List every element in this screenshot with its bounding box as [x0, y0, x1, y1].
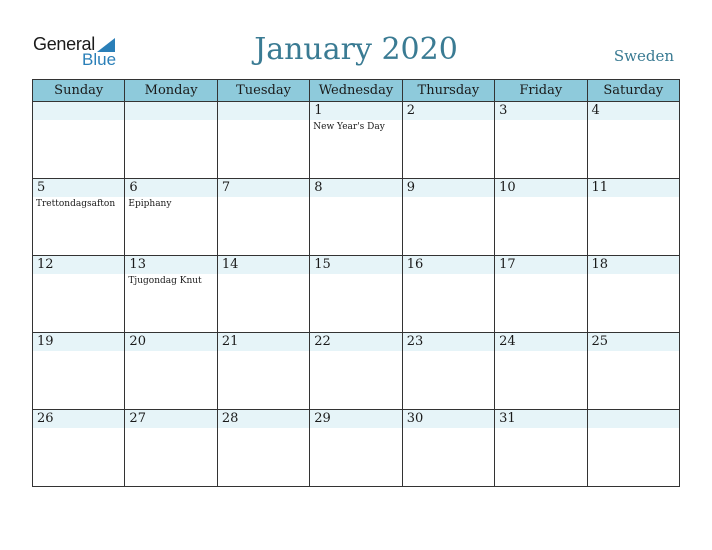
country-label: Sweden [613, 47, 674, 65]
day-cell [495, 256, 587, 333]
day-cell [217, 410, 309, 487]
calendar-grid [32, 79, 680, 487]
day-number: 17 [499, 257, 516, 272]
weekday-header: Sunday [33, 80, 125, 102]
holiday-label: Epiphany [128, 199, 172, 209]
weekday-header: Thursday [402, 80, 494, 102]
day-cell [587, 179, 679, 256]
day-number: 10 [499, 180, 516, 195]
day-cell [587, 410, 679, 487]
day-number: 14 [221, 257, 239, 272]
day-cell [310, 179, 402, 256]
day-number: 20 [129, 334, 146, 349]
weekday-header: Wednesday [310, 80, 402, 102]
day-cell [402, 333, 494, 410]
day-header-strip [588, 102, 679, 120]
day-cell [217, 256, 309, 333]
day-header-strip [403, 179, 494, 197]
day-header-strip [218, 102, 309, 120]
week-row [33, 410, 680, 487]
day-number: 9 [406, 180, 415, 195]
week-row [33, 256, 680, 333]
day-number: 18 [591, 257, 609, 272]
day-number: 6 [129, 180, 138, 195]
day-number: 27 [129, 411, 146, 426]
day-number: 30 [406, 411, 424, 426]
day-header-strip [33, 102, 124, 120]
day-number: 5 [37, 180, 46, 195]
day-cell [33, 333, 125, 410]
holiday-label: Tjugondag Knut [128, 276, 202, 286]
weekday-header-row [33, 80, 680, 102]
day-cell [495, 410, 587, 487]
week-row [33, 333, 680, 410]
day-cell [33, 256, 125, 333]
day-number: 31 [499, 411, 516, 426]
day-number: 22 [314, 334, 331, 349]
day-cell [125, 179, 217, 256]
day-header-strip [588, 410, 679, 428]
day-cell [125, 256, 217, 333]
day-number: 13 [129, 257, 146, 272]
day-number: 29 [314, 411, 331, 426]
day-cell [495, 333, 587, 410]
day-cell [217, 333, 309, 410]
day-number: 7 [221, 180, 231, 195]
day-header-strip [125, 102, 216, 120]
week-row [33, 102, 680, 179]
day-cell [310, 410, 402, 487]
weekday-header: Saturday [587, 80, 679, 102]
weekday-header: Friday [495, 80, 587, 102]
day-number: 28 [221, 411, 239, 426]
day-cell [587, 256, 679, 333]
day-number: 3 [499, 103, 508, 118]
day-cell [495, 102, 587, 179]
logo-word-general: General [33, 34, 95, 54]
day-header-strip [310, 102, 401, 120]
day-cell [402, 256, 494, 333]
day-cell [33, 410, 125, 487]
day-number: 23 [406, 334, 424, 349]
weekday-header: Tuesday [217, 80, 309, 102]
day-number: 16 [406, 257, 424, 272]
day-header-strip [403, 102, 494, 120]
weekday-header: Monday [125, 80, 217, 102]
day-header-strip [33, 179, 124, 197]
day-cell [402, 410, 494, 487]
day-number: 24 [499, 334, 516, 349]
holiday-label: New Year's Day [313, 122, 385, 132]
day-cell [125, 410, 217, 487]
day-number: 11 [591, 180, 609, 195]
day-header-strip [218, 179, 309, 197]
day-cell [33, 102, 125, 179]
day-cell [587, 333, 679, 410]
day-header-strip [310, 179, 401, 197]
day-cell [402, 179, 494, 256]
holiday-label: Trettondagsafton [36, 199, 116, 209]
day-cell [310, 333, 402, 410]
day-number: 26 [37, 411, 54, 426]
day-cell [587, 102, 679, 179]
day-cell [33, 179, 125, 256]
page-title: January 2020 [254, 32, 458, 67]
day-number: 2 [406, 103, 415, 118]
logo-word-blue: Blue [82, 50, 117, 69]
day-cell [310, 102, 402, 179]
week-row [33, 179, 680, 256]
day-number: 15 [314, 257, 331, 272]
day-number: 1 [314, 103, 323, 118]
day-header-strip [125, 179, 216, 197]
day-number: 12 [37, 257, 54, 272]
day-cell [402, 102, 494, 179]
day-number: 8 [314, 180, 323, 195]
day-number: 21 [221, 334, 239, 349]
day-header-strip [495, 102, 586, 120]
day-cell [310, 256, 402, 333]
day-cell [125, 102, 217, 179]
day-number: 19 [37, 334, 54, 349]
day-number: 25 [591, 334, 609, 349]
day-cell [125, 333, 217, 410]
day-cell [217, 102, 309, 179]
day-cell [495, 179, 587, 256]
day-cell [217, 179, 309, 256]
day-number: 4 [591, 103, 600, 118]
